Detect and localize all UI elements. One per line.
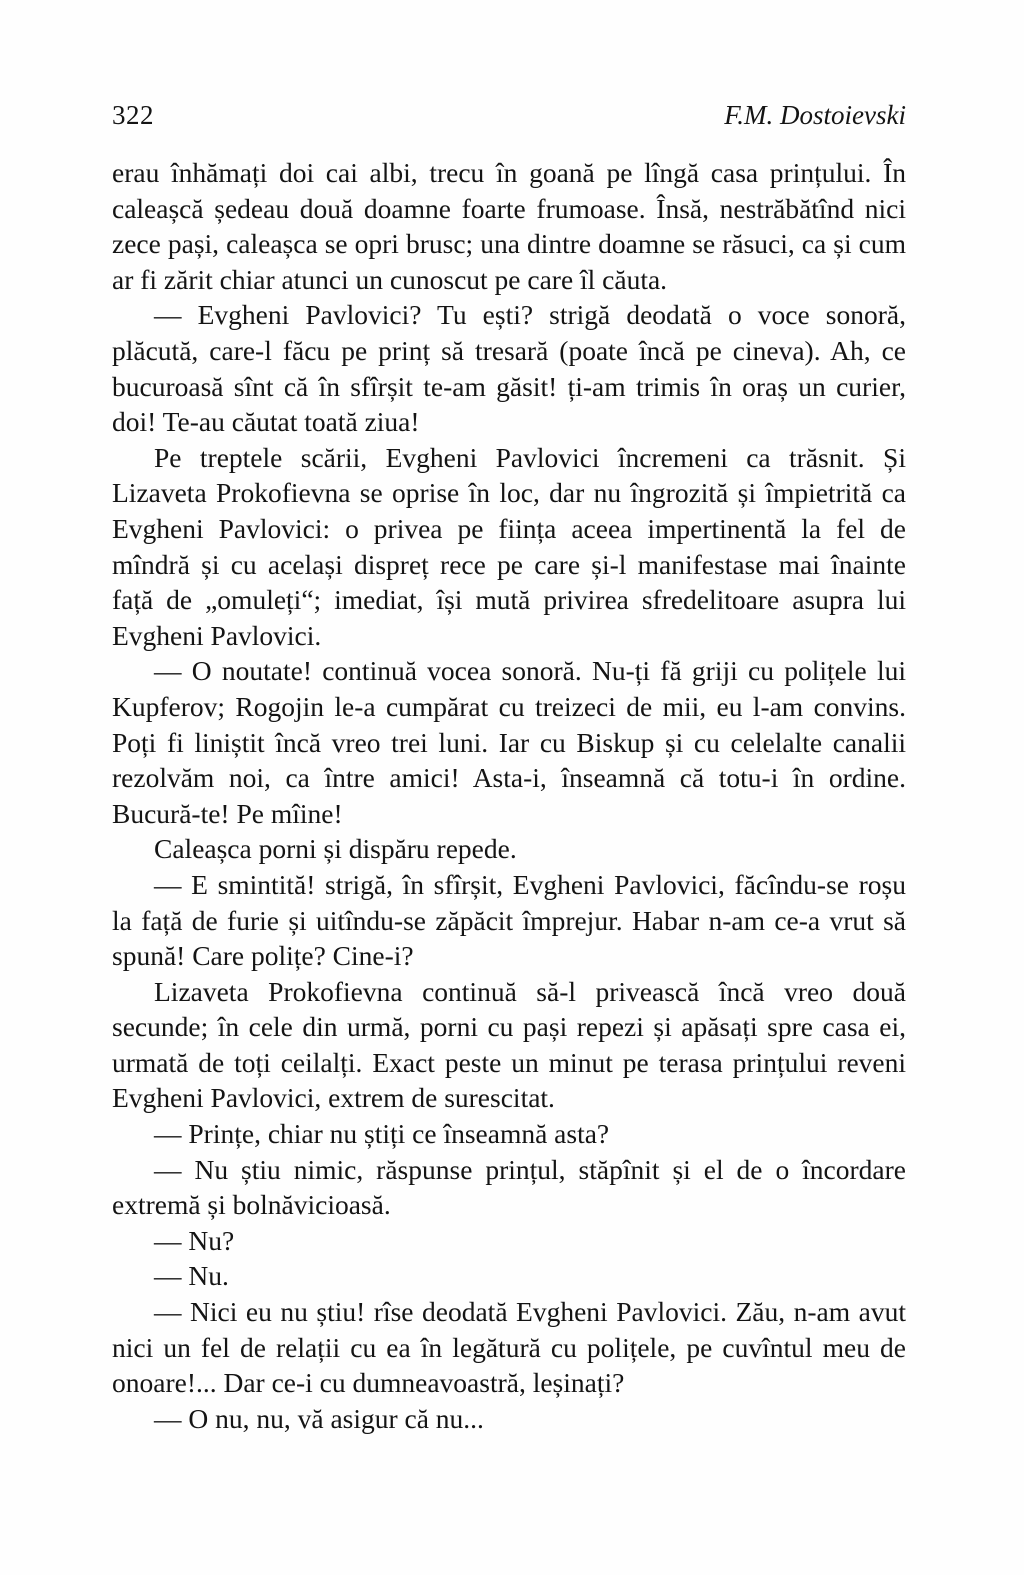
paragraph: — O noutate! continuă vocea sonoră. Nu-ți fă griji cu polițele lui Kupferov; Rogojin le-a cumpărat cu treizeci de mii, eu l-am convins. Poți fi liniștit încă vreo trei luni. Iar cu Biskup și cu celelalte canalii rezolvăm noi, ca între amici! Asta-i, înseamnă că totu-i în ordine. Bucură-te! Pe mîine!	[112, 655, 906, 829]
paragraph: — Nici eu nu știu! rîse deodată Evgheni Pavlovici. Zău, n-am avut nici un fel de relații cu ea în legătură cu polițele, pe cuvîntul meu de onoare!... Dar ce-i cu dumneavoastră, leșinați?	[112, 1296, 906, 1399]
paragraph: — E smintită! strigă, în sfîrșit, Evgheni Pavlovici, făcîndu-se roșu la față de furie și uitîndu-se zăpăcit împrejur. Habar n-am ce-a vrut să spună! Care polițe? Cine-i?	[112, 868, 906, 972]
paragraph: Pe treptele scării, Evgheni Pavlovici încremeni ca trăsnit. Și Lizaveta Prokofievna se oprise în loc, dar nu îngrozită și împietrită ca Evgheni Pavlovici: o privea pe ființa aceea impertinentă la fel de mîndră și cu același dispreț rece pe care și-l manifestase mai înainte față de „omuleți“; imediat, își mută privirea sfredelitoare asupra lui Evgheni Pavlovici.	[112, 441, 906, 651]
paragraph: — Nu.	[154, 1260, 229, 1292]
paragraph: erau înhămați doi cai albi, trecu în goană pe lîngă casa prințului. În caleașcă ședeau două doamne foarte frumoase. Însă, nestrăbătînd nici zece pași, caleașca se opri brusc; una dintre doamne se răsuci, ca și cum ar fi zărit chiar atunci un cunoscut pe care îl căuta.	[112, 157, 906, 295]
paragraph: — Evgheni Pavlovici? Tu ești? strigă deodată o voce sonoră, plăcută, care-l făcu pe prinț să tresară (poate încă pe cineva). Ah, ce bucuroasă sînt că în sfîrșit te-am găsit! ți-am trimis în oraș un curier, doi! Te-au căutat toată ziua!	[112, 299, 906, 438]
page-header	[112, 100, 906, 131]
page-body	[112, 155, 906, 1436]
paragraph: — Nu?	[154, 1224, 235, 1256]
paragraph: Lizaveta Prokofievna continuă să-l privească încă vreo două secunde; în cele din urmă, porni cu pași repezi și apăsați spre casa ei, urmată de toți ceilalți. Exact peste un minut pe terasa prințului reveni Evgheni Pavlovici, extrem de surescitat.	[112, 975, 906, 1114]
page-number: 322	[112, 100, 154, 130]
text-block	[112, 100, 906, 1436]
paragraph: — Prințe, chiar nu știți ce înseamnă asta?	[154, 1118, 610, 1150]
running-head-author: F.M. Dostoievski	[724, 100, 906, 130]
paragraph: — O nu, nu, vă asigur că nu...	[154, 1402, 484, 1434]
paragraph: — Nu știu nimic, răspunse prințul, stăpînit și el de o încordare extremă și bolnăvicioasă.	[112, 1153, 906, 1221]
paragraph: Caleașca porni și dispăru repede.	[154, 833, 517, 865]
